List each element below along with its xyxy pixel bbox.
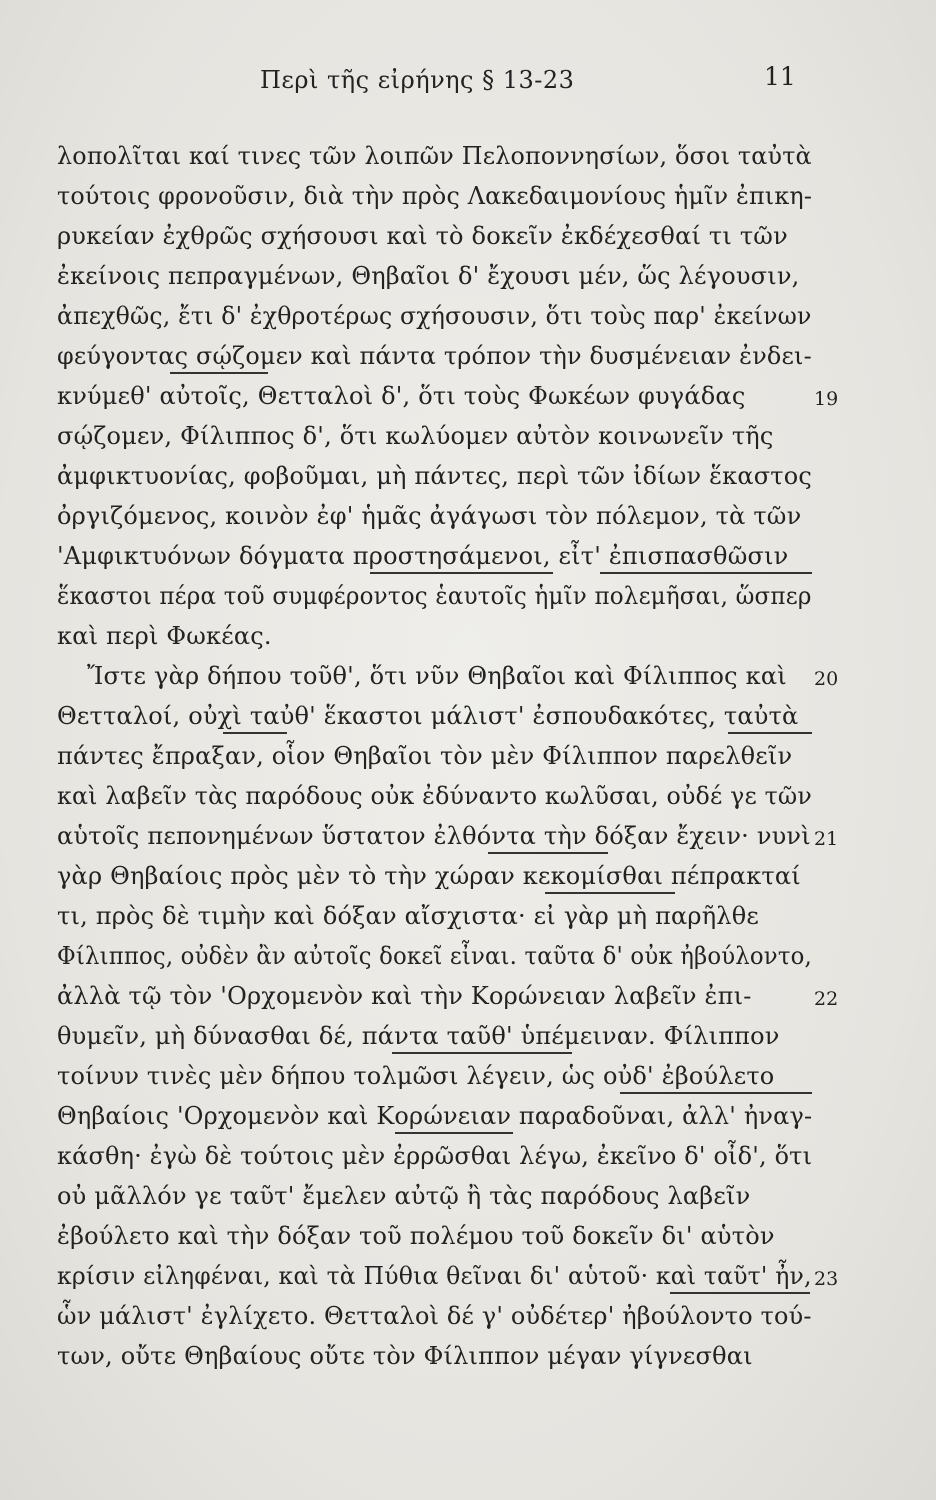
text-line: θυμεῖν, μὴ δύνασθαι δέ, πάντα ταῦθ' ὑπέμειναν. Φίλιππον (57, 1022, 780, 1050)
text-line: κρίσιν εἰληφέναι, καὶ τὰ Πύθια θεῖναι δι' αὑτοῦ· καὶ ταῦτ' ἦν, (57, 1262, 812, 1290)
handwritten-underline (620, 1092, 812, 1094)
text-line: ἐκείνοις πεπραγμένων, Θηβαῖοι δ' ἔχουσι μέν, ὥς λέγουσιν, (57, 262, 800, 290)
handwritten-underline (545, 892, 675, 894)
text-line: κάσθη· ἐγὼ δὲ τούτοις μὲν ἐρρῶσθαι λέγω, ἐκεῖνο δ' οἶδ', ὅτι (57, 1142, 813, 1170)
handwritten-underline (170, 372, 268, 374)
text-line: Ἴστε γὰρ δήπου τοῦθ', ὅτι νῦν Θηβαῖοι καὶ Φίλιππος καὶ (87, 662, 787, 690)
text-line: τι, πρὸς δὲ τιμὴν καὶ δόξαν αἴσχιστα· εἰ γὰρ μὴ παρῆλθε (57, 902, 759, 930)
handwritten-underline (395, 1132, 513, 1134)
text-line: Θετταλοί, οὐχὶ ταὐθ' ἕκαστοι μάλιστ' ἐσπουδακότες, ταὐτὰ (57, 702, 799, 730)
text-line: φεύγοντας σῴζομεν καὶ πάντα τρόπον τὴν δυσμένειαν ἐνδει- (57, 342, 812, 370)
text-line: ἀπεχθῶς, ἔτι δ' ἐχθροτέρως σχήσουσιν, ὅτι τοὺς παρ' ἐκείνων (57, 302, 812, 330)
text-line: Φίλιππος, οὐδὲν ἂν αὐτοῖς δοκεῖ εἶναι. ταῦτα δ' οὐκ ἠβούλοντο, (57, 942, 812, 970)
text-line: ἐβούλετο καὶ τὴν δόξαν τοῦ πολέμου τοῦ δοκεῖν δι' αὑτὸν (57, 1222, 775, 1250)
text-line: των, οὔτε Θηβαίους οὔτε τὸν Φίλιππον μέγαν γίγνεσθαι (57, 1342, 753, 1370)
handwritten-underline (392, 1052, 572, 1054)
text-line: οὐ μᾶλλόν γε ταῦτ' ἔμελεν αὐτῷ ἢ τὰς παρόδους λαβεῖν (57, 1182, 751, 1210)
handwritten-underline (600, 572, 812, 574)
section-number: 22 (814, 988, 839, 1010)
text-line: αὑτοῖς πεπονημένων ὕστατον ἐλθόντα τὴν δόξαν ἔχειν· νυνὶ (57, 822, 811, 850)
text-line: καὶ λαβεῖν τὰς παρόδους οὐκ ἐδύναντο κωλῦσαι, οὐδέ γε τῶν (57, 782, 812, 810)
text-line: τούτοις φρονοῦσιν, διὰ τὴν πρὸς Λακεδαιμονίους ἡμῖν ἐπικη- (57, 182, 813, 210)
text-line: 'Αμφικτυόνων δόγματα προστησάμενοι, εἶτ' ἐπισπασθῶσιν (57, 542, 789, 570)
text-line: ἀλλὰ τῷ τὸν 'Ορχομενὸν καὶ τὴν Κορώνειαν λαβεῖν ἐπι- (57, 982, 752, 1010)
text-line: κνύμεθ' αὐτοῖς, Θετταλοὶ δ', ὅτι τοὺς Φωκέων φυγάδας (57, 382, 746, 410)
section-number: 20 (814, 668, 839, 690)
text-line: ὧν μάλιστ' ἐγλίχετο. Θετταλοὶ δέ γ' οὐδέτερ' ἠβούλοντο τού- (57, 1302, 812, 1330)
text-line: ἀμφικτυονίας, φοβοῦμαι, μὴ πάντες, περὶ τῶν ἰδίων ἕκαστος (57, 462, 813, 490)
running-title: Περὶ τῆς εἰρήνης § 13-23 (260, 66, 575, 94)
text-line: ρυκείαν ἐχθρῶς σχήσουσι καὶ τὸ δοκεῖν ἐκδέχεσθαί τι τῶν (57, 222, 788, 250)
handwritten-underline (223, 732, 287, 734)
text-line: σῴζομεν, Φίλιππος δ', ὅτι κωλύομεν αὐτὸν κοινωνεῖν τῆς (57, 422, 774, 450)
handwritten-underline (670, 1292, 810, 1294)
handwritten-underline (488, 852, 608, 854)
text-line: ἕκαστοι πέρα τοῦ συμφέροντος ἑαυτοῖς ἡμῖν πολεμῆσαι, ὥσπερ (57, 582, 812, 610)
text-line: ὀργιζόμενος, κοινὸν ἐφ' ἡμᾶς ἀγάγωσι τὸν πόλεμον, τὰ τῶν (57, 502, 802, 530)
section-number: 19 (814, 388, 839, 410)
text-line: λοπολῖται καί τινες τῶν λοιπῶν Πελοποννησίων, ὅσοι ταὐτὰ (57, 142, 812, 170)
text-line: γὰρ Θηβαίοις πρὸς μὲν τὸ τὴν χώραν κεκομίσθαι πέπρακταί (57, 862, 801, 890)
text-line: τοίνυν τινὲς μὲν δήπου τολμῶσι λέγειν, ὡς οὐδ' ἐβούλετο (57, 1062, 775, 1090)
handwritten-underline (728, 732, 812, 734)
section-number: 23 (814, 1268, 839, 1290)
handwritten-underline (370, 572, 553, 574)
text-line: πάντες ἔπραξαν, οἷον Θηβαῖοι τὸν μὲν Φίλιππον παρελθεῖν (57, 742, 793, 770)
section-number: 21 (814, 828, 839, 850)
text-line: Θηβαίοις 'Ορχομενὸν καὶ Κορώνειαν παραδοῦναι, ἀλλ' ἠναγ- (57, 1102, 813, 1130)
text-line: καὶ περὶ Φωκέας. (57, 622, 272, 650)
page-number: 11 (764, 62, 796, 91)
